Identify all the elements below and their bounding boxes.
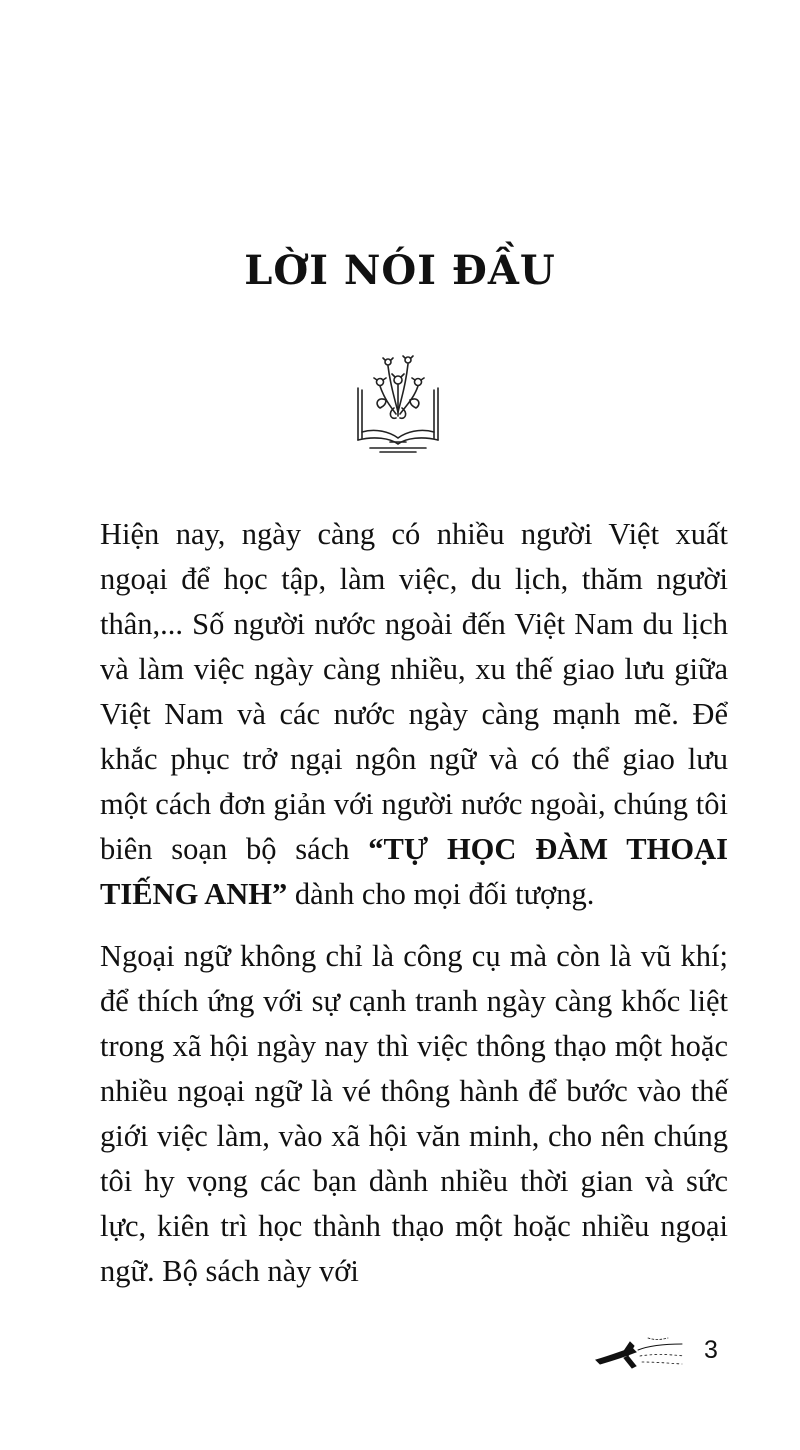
open-book-flowers-icon bbox=[350, 352, 446, 456]
page-title: LỜI NÓI ĐẦU bbox=[244, 247, 556, 294]
paragraph-foreign-language: Ngoại ngữ không chỉ là công cụ mà còn là vũ khí; để thích ứng với sự cạnh tranh ngày càng khốc liệt trong xã hội ngày nay thì việc thông thạo một hoặc nhiều ngoại ngữ là vé thông hành để bước vào thế giới việc làm, vào xã hội văn minh, cho nên chúng tôi hy vọng các bạn dành nhiều thời gian và sức lực, kiên trì học thành thạo một hoặc nhiều ngoại ngữ. Bộ sách này với bbox=[100, 939, 728, 1288]
quill-flourish-icon bbox=[592, 1334, 688, 1374]
paragraph-intro-text: Hiện nay, ngày càng có nhiều người Việt xuất ngoại để học tập, làm việc, du lịch, thăm người thân,... Số người nước ngoài đến Việt Nam du lịch và làm việc ngày càng nhiều, xu thế giao lưu giữa Việt Nam và các nước ngày càng mạnh mẽ. Để khắc phục trở ngại ngôn ngữ và có thể giao lưu một cách đơn giản với người nước ngoài, chúng tôi biên soạn bộ sách bbox=[100, 517, 728, 866]
paragraph-intro bbox=[100, 512, 728, 917]
paragraph-intro-end: dành cho mọi đối tượng. bbox=[287, 877, 595, 911]
page-number: 3 bbox=[704, 1336, 718, 1364]
body-text bbox=[100, 512, 728, 1294]
book-title-emphasis: “TỰ HỌC ĐÀM THOẠI TIẾNG ANH” bbox=[100, 832, 728, 911]
